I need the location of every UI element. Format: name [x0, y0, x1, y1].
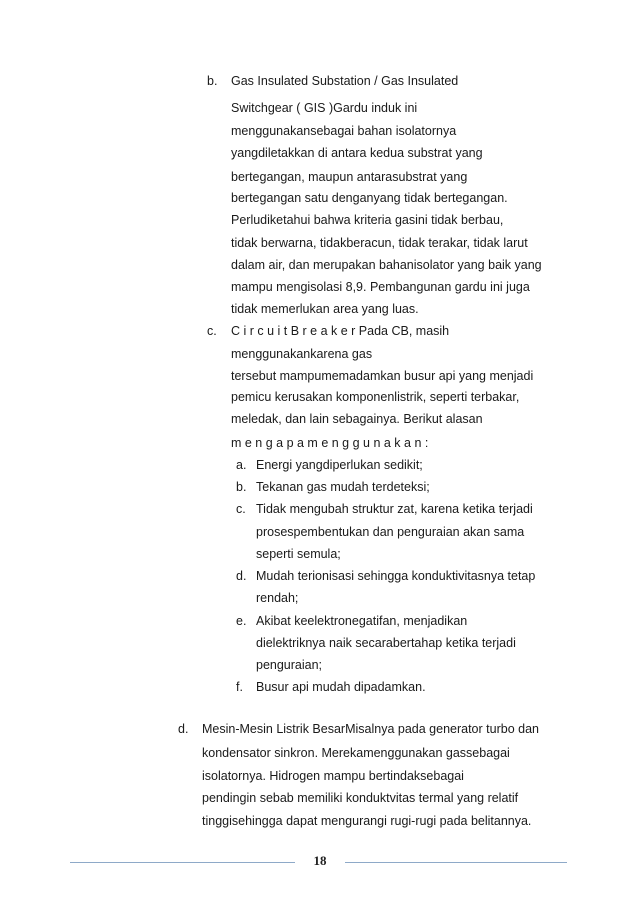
item-d-line-2: kondensator sinkron. Merekamenggunakan gassebagai	[202, 746, 510, 760]
item-d-line-3: isolatornya. Hidrogen mampu bertindaksebagai	[202, 769, 464, 783]
subitem-b-label: b.	[236, 480, 247, 494]
item-d-line-5: tinggisehingga dapat mengurangi rugi-rugi pada belitannya.	[202, 814, 532, 828]
item-c-line-6: m e n g a p a m e n g g u n a k a n :	[231, 436, 429, 450]
subitem-c-label: c.	[236, 502, 246, 516]
subitem-d-label: d.	[236, 569, 247, 583]
item-c-line-5: meledak, dan lain sebagainya. Berikut alasan	[231, 412, 483, 426]
footer-rule-right	[345, 862, 567, 863]
item-b-line-7: Perludiketahui bahwa kriteria gasini tidak berbau,	[231, 213, 504, 227]
item-d-line-1: Mesin-Mesin Listrik BesarMisalnya pada generator turbo dan	[202, 722, 539, 736]
item-b-line-5: bertegangan, maupun antarasubstrat yang	[231, 170, 468, 184]
subitem-c-line-2: prosespembentukan dan penguraian akan sama	[256, 525, 525, 539]
item-b-line-2: Switchgear ( GIS )Gardu induk ini	[231, 101, 418, 115]
item-b-line-6: bertegangan satu denganyang tidak bertegangan.	[231, 191, 508, 205]
item-b-line-3: menggunakansebagai bahan isolatornya	[231, 124, 457, 138]
item-b-line-10: mampu mengisolasi 8,9. Pembangunan gardu ini juga	[231, 280, 530, 294]
item-b-label: b.	[207, 74, 218, 88]
item-c-line-2: menggunakankarena gas	[231, 347, 373, 361]
subitem-c-line-1: Tidak mengubah struktur zat, karena ketika terjadi	[256, 502, 533, 516]
item-b-line-11: tidak memerlukan area yang luas.	[231, 302, 419, 316]
item-d-line-4: pendingin sebab memiliki konduktvitas termal yang relatif	[202, 791, 519, 805]
subitem-a-line-1: Energi yangdiperlukan sedikit;	[256, 458, 423, 472]
item-c-line-3: tersebut mampumemadamkan busur api yang menjadi	[231, 369, 534, 383]
item-c-line-1: C i r c u i t B r e a k e r Pada CB, masih	[231, 324, 450, 338]
subitem-d-line-2: rendah;	[256, 591, 299, 605]
subitem-e-line-3: penguraian;	[256, 658, 323, 672]
page-number: 18	[313, 853, 327, 868]
subitem-b-line-1: Tekanan gas mudah terdeteksi;	[256, 480, 430, 494]
subitem-e-line-2: dielektriknya naik secarabertahap ketika terjadi	[256, 636, 516, 650]
item-d-label: d.	[178, 722, 189, 736]
subitem-f-label: f.	[236, 680, 243, 694]
item-b-line-4: yangdiletakkan di antara kedua substrat yang	[231, 146, 483, 160]
item-c-label: c.	[207, 324, 217, 338]
subitem-c-line-3: seperti semula;	[256, 547, 341, 561]
item-b-line-8: tidak berwarna, tidakberacun, tidak terakar, tidak larut	[231, 236, 528, 250]
item-c-line-4: pemicu kerusakan komponenlistrik, seperti terbakar,	[231, 390, 520, 404]
subitem-d-line-1: Mudah terionisasi sehingga konduktivitasnya tetap	[256, 569, 536, 583]
footer-rule-left	[70, 862, 295, 863]
subitem-e-line-1: Akibat keelektronegatifan, menjadikan	[256, 614, 468, 628]
item-b-line-1: Gas Insulated Substation / Gas Insulated	[231, 74, 459, 88]
subitem-e-label: e.	[236, 614, 247, 628]
item-b-line-9: dalam air, dan merupakan bahanisolator yang baik yang	[231, 258, 542, 272]
subitem-a-label: a.	[236, 458, 247, 472]
subitem-f-line-1: Busur api mudah dipadamkan.	[256, 680, 426, 694]
